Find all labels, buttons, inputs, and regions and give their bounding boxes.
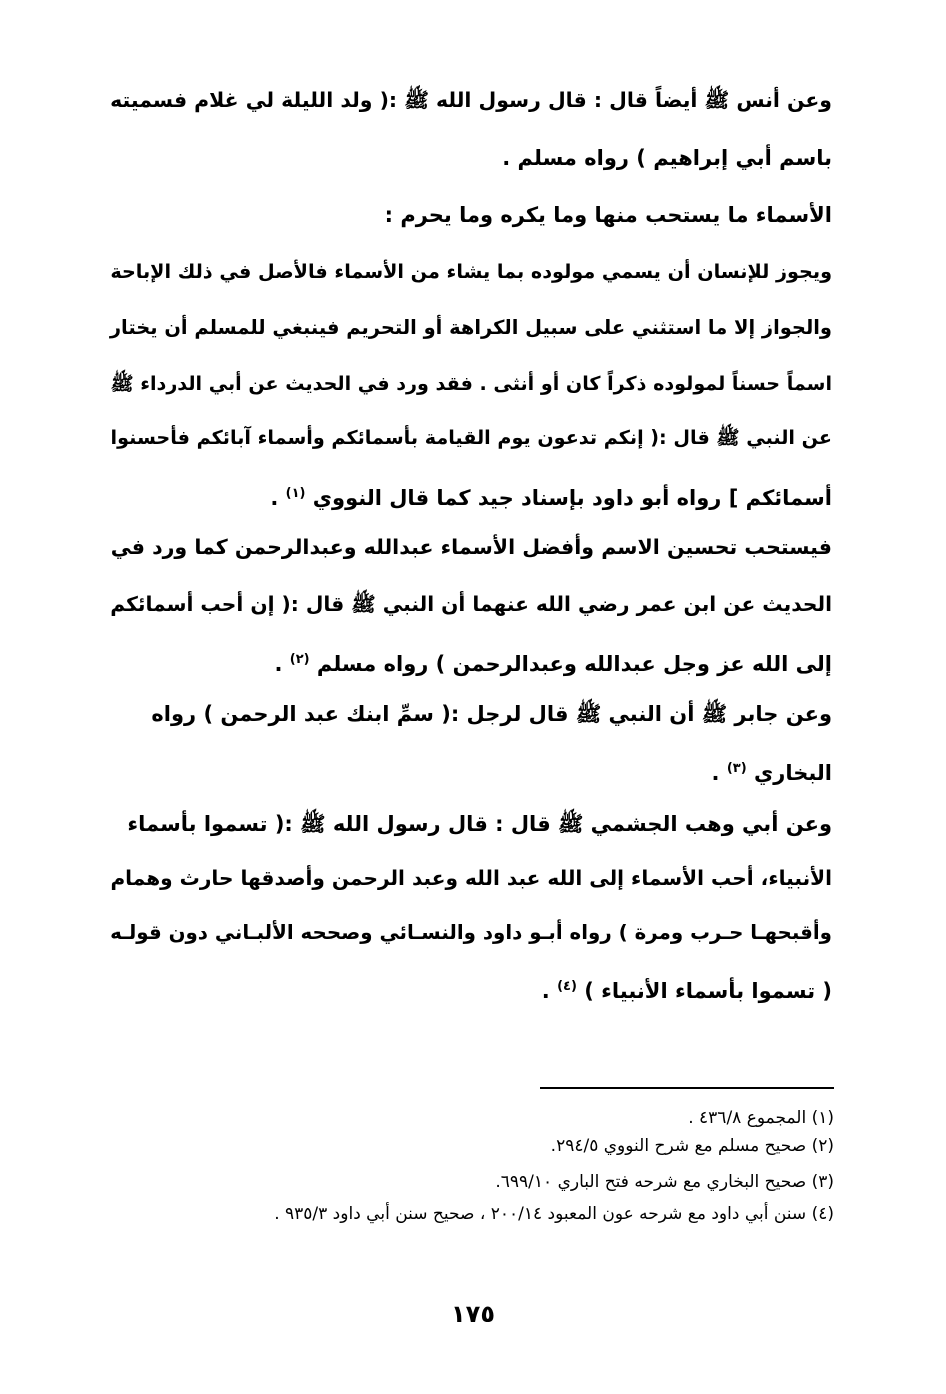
body-line-11-text: إلى الله عز وجل عبدالله وعبدالرحمن ) رواه مسلم [316,652,832,676]
body-line-8-text: أسمائكم ] رواه أبو داود بإسناد جيد كما قال النووي [312,486,832,510]
footnote-1: (١) المجموع ٤٣٦/٨ . [688,1108,834,1128]
body-line-12: وعن جابر ﷺ أن النبي ﷺ قال لرجل :( سمِّ ابنك عبد الرحمن ) رواه [151,702,832,726]
page-number: ١٧٥ [451,1300,495,1328]
body-line-2: باسم أبي إبراهيم ) رواه مسلم . [502,146,832,170]
body-line-10: الحديث عن ابن عمر رضي الله عنهما أن النبي ﷺ قال :( إن أحب أسمائكم [110,592,832,616]
body-line-5: والجواز إلا ما استثني على سبيل الكراهة أو التحريم فينبغي للمسلم أن يختار [109,316,832,339]
body-line-9: فيستحب تحسين الاسم وأفضل الأسماء عبدالله وعبدالرحمن كما ورد في [110,535,832,559]
line-end-dot: . [270,486,279,510]
footnote-2: (٢) صحيح مسلم مع شرح النووي ٢٩٤/٥. [550,1136,834,1156]
line-end-dot: . [711,761,720,785]
body-line-6: اسماً حسناً لمولوده ذكراً كان أو أنثى . فقد ورد في الحديث عن أبي الدرداء ﷺ [110,372,832,395]
footnote-separator [540,1087,834,1089]
body-line-1: وعن أنس ﷺ أيضاً قال : قال رسول الله ﷺ :( ولد الليلة لي غلام فسميته [110,88,832,112]
body-line-11 [274,643,832,681]
body-line-15: الأنبياء، أحب الأسماء إلى الله عبد الله وعبد الرحمن وأصدقها حارث وهمام [110,866,832,890]
footnote-3: (٣) صحيح البخاري مع شرحه فتح الباري ٦٩٩/١٠. [495,1172,834,1192]
body-line-17 [542,970,832,1008]
footnote-ref-3: (٣) [726,761,747,776]
footnote-4: (٤) سنن أبي داود مع شرحه عون المعبود ٢٠٠/١٤ ، صحيح سنن أبي داود ٩٣٥/٣ . [274,1204,834,1224]
footnote-ref-4: (٤) [557,979,577,994]
footnote-ref-2: (٢) [289,652,310,667]
body-line-17-text: ( تسموا بأسماء الأنبياء ) [584,979,832,1003]
section-heading: الأسماء ما يستحب منها وما يكره وما يحرم : [384,203,832,227]
body-line-4: ويجوز للإنسان أن يسمي مولوده بما يشاء من الأسماء فالأصل في ذلك الإباحة [110,260,832,283]
body-line-7: عن النبي ﷺ قال :( إنكم تدعون يوم القيامة بأسمائكم وأسماء آبائكم فأحسنوا [110,426,832,449]
line-end-dot: . [541,979,550,1003]
body-line-14: وعن أبي وهب الجشمي ﷺ قال : قال رسول الله ﷺ :( تسموا بأسماء [127,812,832,836]
body-line-8 [270,477,832,515]
footnote-ref-1: (١) [285,486,306,501]
body-line-16: وأقبحهـا حـرب ومرة ) رواه أبـو داود والنسـائي وصححه الألبـاني دون قولـه [110,921,832,944]
line-end-dot: . [274,652,283,676]
body-line-13-text: البخاري [753,761,832,785]
body-line-13 [712,752,832,790]
